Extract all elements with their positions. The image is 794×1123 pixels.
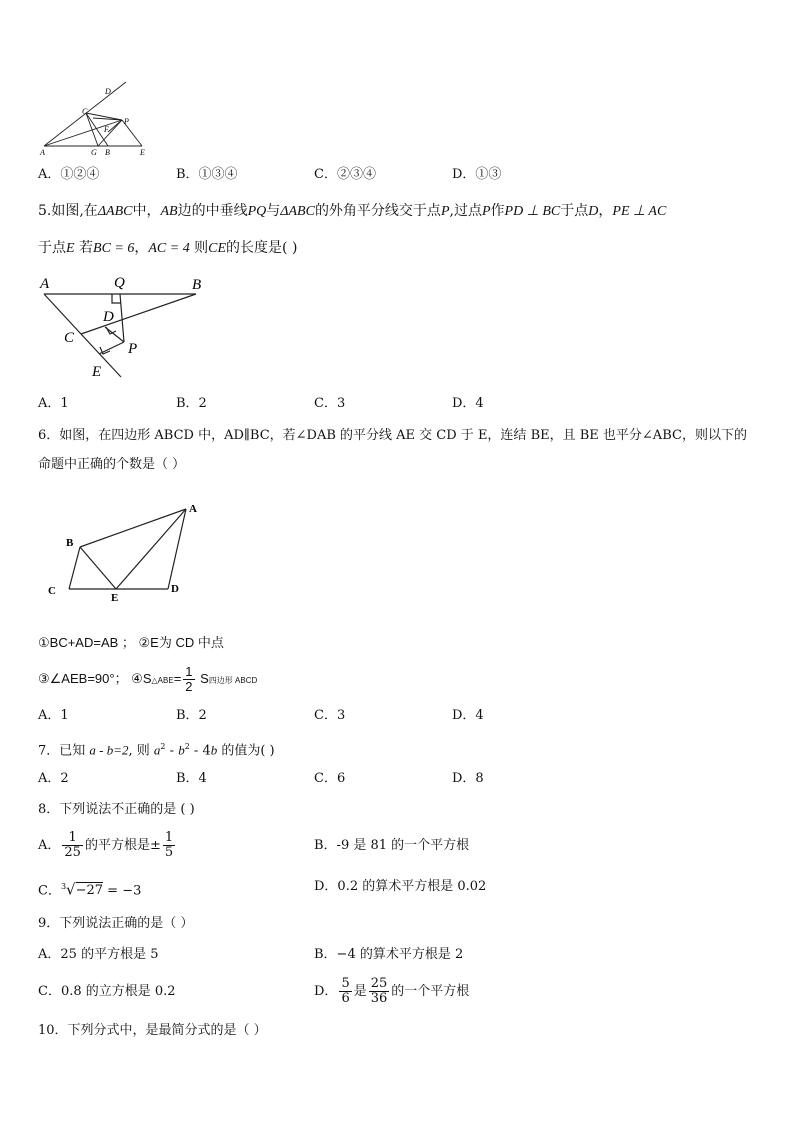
q8-option-c: C．$^3$√−27 = −3 <box>38 880 142 899</box>
q5-e: E <box>66 241 75 256</box>
q6-prop3-s: S <box>196 671 209 686</box>
q9-d-num2: 25 <box>370 976 388 991</box>
q9-d-mid: 是 <box>353 984 367 999</box>
q7-option-d: D．8 <box>452 771 484 786</box>
q8-a-num2: 1 <box>164 830 174 845</box>
q5-ab: AB <box>160 204 178 219</box>
q6-option-b: B．2 <box>176 708 207 723</box>
q4-option-a: A．①②④ <box>38 167 100 182</box>
q8-a-label: A． <box>38 838 61 853</box>
q8-c-rest: = −3 <box>103 883 142 899</box>
q6-option-d: D．4 <box>452 708 484 723</box>
q5-text: 于点 <box>38 240 66 256</box>
q5-stem-line1 <box>38 201 666 222</box>
q5-p: P <box>440 204 450 219</box>
q4-option-d: D．①③ <box>452 167 502 182</box>
q4-label-g: G <box>91 148 97 157</box>
q8-a-num: 1 <box>62 831 83 846</box>
q5-text-prefix: 5.如图,在 <box>38 203 98 219</box>
q7-option-b: B．4 <box>176 771 207 786</box>
q7-stem: 7．已知 a - b=2, 则 $a^2 - b^2 - 4b$ 的值为( ) <box>38 742 275 759</box>
q9-option-d <box>314 974 469 1010</box>
q7-text: - 4 <box>189 743 211 759</box>
q8-a-frac1 <box>62 831 83 860</box>
q5-label-c: C <box>64 330 75 346</box>
q4-label-p: P <box>124 117 129 126</box>
q8-option-a <box>38 828 177 864</box>
q8-a-mid: 的平方根是± <box>84 838 161 853</box>
q5-stem-line2 <box>38 238 297 259</box>
q9-d-end: 的一个平方根 <box>391 984 470 999</box>
q6-stem-line2: 命题中正确的个数是（ ） <box>38 457 186 472</box>
q7-cond: a - b=2 <box>89 742 129 758</box>
q7-text: 的值为( ) <box>217 743 275 759</box>
q4-option-c: C．②③④ <box>314 167 376 182</box>
q7-text: 7．已知 <box>38 743 90 759</box>
q5-bc6: BC = 6 <box>93 241 135 256</box>
q5-text: 与 <box>266 203 281 219</box>
q5-text: ， <box>134 240 149 256</box>
q5-tri: ΔABC <box>280 204 315 219</box>
q7-expr-b2: b <box>210 742 218 758</box>
q6-option-a: A．1 <box>38 708 69 723</box>
q6-prop3-sub2: 四边形 ABCD <box>208 676 258 685</box>
q4-label-a: A <box>40 148 45 157</box>
q5-text: 的长度是( ) <box>226 240 298 256</box>
q5-ce: CE <box>208 241 227 256</box>
q5-text: ,过点 <box>449 203 482 219</box>
q5-label-a: A <box>40 276 50 292</box>
q4-label-c: C <box>82 107 88 116</box>
q5-text: 作 <box>490 203 505 219</box>
q5-option-d: D．4 <box>452 396 484 411</box>
q6-frac-den: 2 <box>185 679 193 695</box>
q6-props-3-4 <box>38 662 257 698</box>
q6-option-c: C．3 <box>314 708 346 723</box>
q5-option-a: A．1 <box>38 396 69 411</box>
q5-text: 中， <box>132 203 161 219</box>
q5-label-p: P <box>128 341 138 357</box>
q8-option-d: D．0.2 的算术平方根是 0.02 <box>314 879 487 894</box>
q5-text: 则 <box>189 240 209 256</box>
q4-figure <box>38 76 158 158</box>
q6-prop3-text: ③∠AEB=90°； ④S <box>38 671 152 686</box>
q5-pe-ac: PE ⊥ AC <box>612 204 667 219</box>
q5-label-q: Q <box>114 275 125 291</box>
q4-label-d: D <box>105 87 111 96</box>
q5-tri: ΔABC <box>97 204 133 219</box>
q4-label-e: E <box>140 148 145 157</box>
q7-option-a: A．2 <box>38 771 69 786</box>
q9-d-frac2 <box>369 977 390 1006</box>
q5-option-c: C．3 <box>314 396 346 411</box>
q6-prop3-sub: △ABE <box>151 676 174 685</box>
q9-d-num: 5 <box>341 976 350 991</box>
q5-label-d: D <box>103 309 114 325</box>
q5-ac4: AC = 4 <box>148 241 190 256</box>
q9-d-den: 6 <box>341 991 350 1006</box>
q5-figure <box>36 270 216 382</box>
q8-a-frac2 <box>163 831 175 860</box>
q5-p: P <box>481 204 491 219</box>
q8-option-b: B．-9 是 81 的一个平方根 <box>314 838 470 853</box>
q5-option-b: B．2 <box>176 396 207 411</box>
q8-c-label: C． <box>38 883 61 899</box>
q6-stem-line1: 6．如图，在四边形 ABCD 中，AD∥BC，若∠DAB 的平分线 AE 交 CD 于 E，连结 BE，且 BE 也平分∠ABC，则以下的 <box>38 428 747 443</box>
q6-label-b: B <box>66 537 74 549</box>
q6-label-e: E <box>111 592 119 604</box>
q8-c-index: 3 <box>60 882 67 891</box>
q6-label-a: A <box>189 503 197 515</box>
q7-expr-b: b <box>178 742 185 758</box>
q4-label-f: F <box>104 125 109 134</box>
q9-d-label: D． <box>314 984 338 999</box>
q5-text: 的外角平分线交于点 <box>314 203 441 219</box>
q7-option-c: C．6 <box>314 771 346 786</box>
q7-text: - <box>165 743 179 759</box>
q4-option-b: B．①③④ <box>176 167 238 182</box>
q7-expr-a: a <box>153 742 161 758</box>
q8-stem: 8．下列说法不正确的是 ( ) <box>38 802 195 817</box>
q7-text: , 则 <box>128 743 154 759</box>
q10-stem: 10．下列分式中，是最简分式的是（ ） <box>38 1023 267 1038</box>
q5-d: D <box>588 204 599 219</box>
q9-d-frac1 <box>339 977 351 1006</box>
q6-label-c: C <box>48 585 56 597</box>
q6-frac-num: 1 <box>185 664 193 680</box>
q5-text: 于点 <box>560 203 589 219</box>
q9-d-den2: 36 <box>370 991 388 1006</box>
q6-props-1-2: ①BC+AD=AB ； ②E为 CD 中点 <box>38 635 224 650</box>
q5-label-b: B <box>192 277 202 293</box>
q5-label-e: E <box>92 364 102 380</box>
q6-fraction <box>183 665 194 694</box>
q5-pd-bc: PD ⊥ BC <box>504 204 561 219</box>
q5-pq: PQ <box>247 204 267 219</box>
q8-c-rad: −27 <box>75 883 104 899</box>
q4-label-b: B <box>105 148 110 157</box>
q6-label-d: D <box>171 583 179 595</box>
q8-a-den: 25 <box>64 845 81 860</box>
q9-option-a: A．25 的平方根是 5 <box>38 947 159 962</box>
q5-text: 边的中垂线 <box>177 203 248 219</box>
q8-a-den2: 5 <box>164 845 174 860</box>
q6-figure <box>44 500 214 604</box>
q6-prop3-eq: = <box>173 671 182 686</box>
q9-stem: 9．下列说法正确的是（ ） <box>38 916 194 931</box>
q5-text: 若 <box>74 240 94 256</box>
q9-option-b: B．−4 的算术平方根是 2 <box>314 947 464 962</box>
q5-text: ， <box>598 203 613 219</box>
q9-option-c: C．0.8 的立方根是 0.2 <box>38 984 176 999</box>
